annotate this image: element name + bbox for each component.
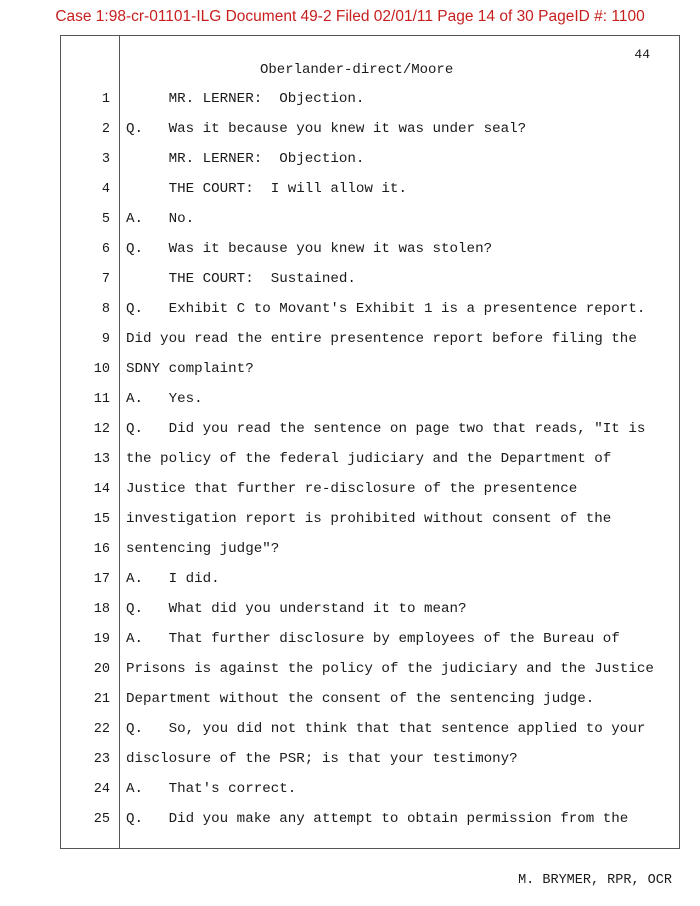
transcript-line xyxy=(0,268,700,296)
transcript-line xyxy=(0,808,700,836)
line-number: 24 xyxy=(93,782,110,797)
line-text: MR. LERNER: Objection. xyxy=(126,91,365,107)
transcript-line xyxy=(0,298,700,326)
line-number: 20 xyxy=(93,662,110,677)
line-text: THE COURT: I will allow it. xyxy=(126,181,407,197)
line-number: 16 xyxy=(93,542,110,557)
transcript-line xyxy=(0,118,700,146)
line-text: Q. Exhibit C to Movant's Exhibit 1 is a presentence report. xyxy=(126,301,646,317)
line-text: A. No. xyxy=(126,211,195,227)
transcript-line xyxy=(0,748,700,776)
transcript-line xyxy=(0,178,700,206)
line-number: 21 xyxy=(93,692,110,707)
line-number: 10 xyxy=(93,362,110,377)
line-text: Q. Was it because you knew it was under seal? xyxy=(126,121,527,137)
line-text: Justice that further re-disclosure of the presentence xyxy=(126,481,578,497)
transcript-line xyxy=(0,658,700,686)
line-number: 5 xyxy=(101,212,110,227)
line-number: 2 xyxy=(101,122,110,137)
transcript-line xyxy=(0,418,700,446)
line-number: 3 xyxy=(101,152,110,167)
transcript-line xyxy=(0,88,700,116)
line-number: 7 xyxy=(101,272,110,287)
line-number: 23 xyxy=(93,752,110,767)
transcript-line xyxy=(0,598,700,626)
transcript-line xyxy=(0,718,700,746)
line-text: Department without the consent of the sentencing judge. xyxy=(126,691,595,707)
line-number: 1 xyxy=(101,92,110,107)
line-number: 4 xyxy=(101,182,110,197)
line-number: 25 xyxy=(93,812,110,827)
line-number: 17 xyxy=(93,572,110,587)
page-number: 44 xyxy=(634,47,650,62)
line-number: 6 xyxy=(101,242,110,257)
case-header: Case 1:98-cr-01101-ILG Document 49-2 Filed 02/01/11 Page 14 of 30 PageID #: 1100 xyxy=(55,8,645,25)
transcript-line xyxy=(0,778,700,806)
line-number: 15 xyxy=(93,512,110,527)
line-text: MR. LERNER: Objection. xyxy=(126,151,365,167)
line-text: Q. Was it because you knew it was stolen? xyxy=(126,241,493,257)
line-text: Q. So, you did not think that that sentence applied to your xyxy=(126,721,646,737)
line-text: Did you read the entire presentence report before filing the xyxy=(126,331,637,347)
line-text: A. That's correct. xyxy=(126,781,297,797)
transcript-line xyxy=(0,568,700,596)
transcript-line xyxy=(0,508,700,536)
line-text: THE COURT: Sustained. xyxy=(126,271,356,287)
line-text: the policy of the federal judiciary and the Department of xyxy=(126,451,612,467)
line-number: 18 xyxy=(93,602,110,617)
page-title: Oberlander-direct/Moore xyxy=(260,62,454,78)
line-text: A. Yes. xyxy=(126,391,203,407)
transcript-line xyxy=(0,388,700,416)
line-number: 12 xyxy=(93,422,110,437)
line-number: 19 xyxy=(93,632,110,647)
transcript-line xyxy=(0,538,700,566)
line-text: Prisons is against the policy of the judiciary and the Justice xyxy=(126,661,654,677)
line-text: A. That further disclosure by employees of the Bureau of xyxy=(126,631,620,647)
line-number: 11 xyxy=(93,392,110,407)
line-text: sentencing judge"? xyxy=(126,541,280,557)
line-number: 9 xyxy=(101,332,110,347)
transcript-line xyxy=(0,448,700,476)
line-text: Q. Did you read the sentence on page two that reads, "It is xyxy=(126,421,646,437)
line-text: Q. Did you make any attempt to obtain permission from the xyxy=(126,811,629,827)
line-text: SDNY complaint? xyxy=(126,361,254,377)
line-text: investigation report is prohibited without consent of the xyxy=(126,511,612,527)
line-number: 14 xyxy=(93,482,110,497)
line-text: disclosure of the PSR; is that your testimony? xyxy=(126,751,518,767)
court-reporter: M. BRYMER, RPR, OCR xyxy=(518,873,672,888)
transcript-line xyxy=(0,238,700,266)
transcript-line xyxy=(0,478,700,506)
transcript-line xyxy=(0,148,700,176)
transcript-line xyxy=(0,328,700,356)
transcript-line xyxy=(0,208,700,236)
transcript-line xyxy=(0,358,700,386)
line-text: Q. What did you understand it to mean? xyxy=(126,601,467,617)
transcript-line xyxy=(0,688,700,716)
line-number: 22 xyxy=(93,722,110,737)
transcript-line xyxy=(0,628,700,656)
line-number: 8 xyxy=(101,302,110,317)
line-number: 13 xyxy=(93,452,110,467)
line-text: A. I did. xyxy=(126,571,220,587)
